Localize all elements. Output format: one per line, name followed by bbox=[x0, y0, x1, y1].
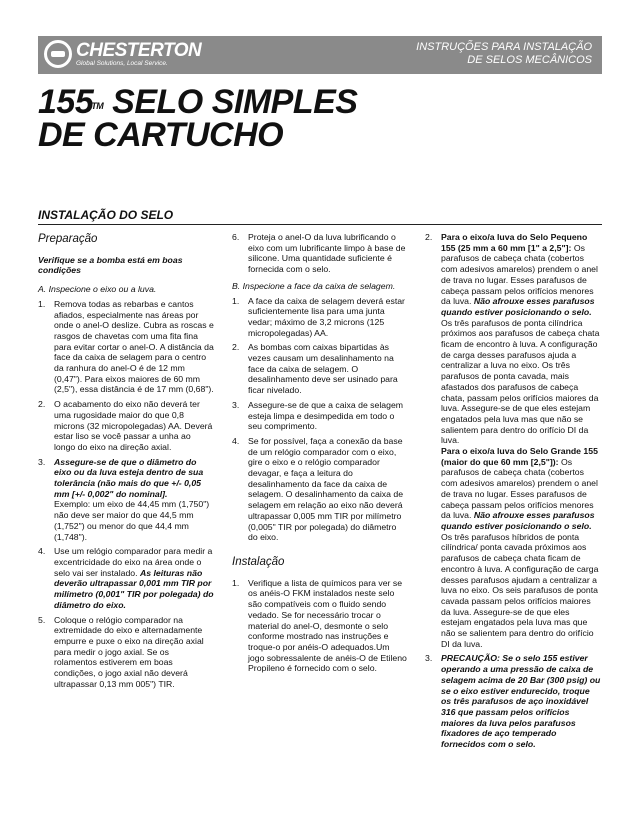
title-number: 155 bbox=[38, 83, 94, 121]
item-number: 3. bbox=[38, 456, 46, 467]
item-number: 4. bbox=[38, 546, 46, 557]
trademark: TM bbox=[91, 101, 104, 111]
item-text: Use um relógio comparador para medir a excentricidade do eixo na área onde o selo vai ser instalado. bbox=[54, 546, 213, 578]
item-text: Para o eixo/a luva do Selo Grande 155 (maior do que 60 mm [2,5"]): bbox=[441, 446, 598, 467]
section-divider bbox=[38, 224, 602, 225]
column-1 bbox=[38, 232, 214, 693]
item-number: 5. bbox=[38, 614, 46, 625]
column-2 bbox=[232, 232, 408, 678]
brand-name: CHESTERTON bbox=[76, 40, 202, 61]
brand-tagline: Global Solutions, Local Service. bbox=[76, 60, 168, 67]
item-number: 3. bbox=[425, 653, 433, 664]
item-number: 1. bbox=[38, 298, 46, 309]
item-text: Remova todas as rebarbas e cantos afiados, especialmente nas áreas por onde o anel-O deslize. Cubra as roscas e rasgos de chavetas com uma fita fina para evitar cortar o anel-O. A distância da face da caixa de selagem para o centro da ranhura do anel-O é de 12 mm (0,47"). Para eixos maiores de 60 mm (2,5"), essa distância é de 17 mm (0,68"). bbox=[54, 298, 214, 395]
item-number: 2. bbox=[232, 342, 240, 353]
doc-type-line1: INSTRUÇÕES PARA INSTALAÇÃO bbox=[416, 41, 592, 53]
item-number: 4. bbox=[232, 435, 240, 446]
item-text: Verifique a lista de químicos para ver se os anéis-O FKM instalados neste selo são compatíveis com o fluido sendo vedado. Se for necessário trocar o material do anel-O, desmonte o selo conforme mostrado nas instruções e troque-o por anéis-O adequados.Um jogo sobressalente de anéis-O de Etileno Propileno é fornecido com o selo. bbox=[248, 577, 407, 674]
brand-logo bbox=[44, 40, 201, 68]
intro: Verifique se a bomba está em boas condições bbox=[38, 254, 183, 276]
item-number: 2. bbox=[425, 232, 433, 242]
list-item bbox=[232, 342, 408, 396]
heading-instalacao: Instalação bbox=[232, 555, 285, 568]
item-number: 6. bbox=[232, 232, 240, 242]
item-text: Assegure-se de que o diâmetro do eixo ou da luva esteja dentro de sua tolerância (não mais do que +/- 0,05 mm [+/- 0,002" do nominal]. bbox=[54, 456, 204, 499]
item-text: Para o eixo/a luva do Selo Pequeno 155 (25 mm a 60 mm [1" a 2,5"]: bbox=[441, 232, 588, 253]
item-text: Os parafusos de cabeça chata (cobertos com adesivos amarelos) prendem o anel de trava no lugar. Esses parafusos de cabeça passam pelos orifícios menores da luva. bbox=[441, 242, 598, 307]
item-text: As bombas com caixas bipartidas às vezes causam um desalinhamento na face da caixa de selagem. O desalinhamento deve ser usinado para ficar nivelado. bbox=[248, 342, 398, 396]
column-3 bbox=[425, 232, 602, 754]
list-item bbox=[38, 615, 214, 690]
list-item bbox=[232, 232, 408, 275]
sub-b: B. Inspecione a face da caixa de selagem. bbox=[232, 280, 396, 291]
list-item bbox=[425, 653, 602, 749]
list-item bbox=[232, 296, 408, 339]
list-item bbox=[232, 436, 408, 543]
globe-icon bbox=[44, 40, 72, 68]
header-bar bbox=[38, 36, 602, 74]
title-line2: DE CARTUCHO bbox=[38, 116, 284, 154]
list-item bbox=[38, 299, 214, 395]
doc-type-line2: DE SELOS MECÂNICOS bbox=[467, 54, 592, 66]
list-item bbox=[425, 232, 602, 649]
item-text: Proteja o anel-O da luva lubrificando o eixo com um lubrificante limpo à base de silicone. Uma quantidade suficiente é fornecida com o selo. bbox=[248, 232, 406, 275]
doc-type bbox=[416, 41, 592, 67]
list-item bbox=[38, 399, 214, 453]
title-line1: SELO SIMPLES bbox=[103, 83, 358, 121]
heading-preparacao: Preparação bbox=[38, 233, 98, 245]
item-text: Assegure-se de que a caixa de selagem esteja limpa e desimpedida em todo o seu comprimento. bbox=[248, 399, 404, 432]
item-text: O acabamento do eixo não deverá ter uma rugosidade maior do que 0,8 microns (32 micropolegadas) AA. Deverá estar liso se você passar a unha ao longo do eixo na direção axial. bbox=[54, 399, 213, 452]
item-text: Os parafusos de cabeça chata (cobertos com adesivos amarelos) prendem o anel de trava no lugar. Esses parafusos de cabeça passam pelos orifícios menores da luva. bbox=[441, 456, 598, 521]
item-text: A face da caixa de selagem deverá estar suficientemente lisa para uma junta vedar; máximo de 3,2 microns (125 micropolegadas) AA. bbox=[248, 295, 405, 338]
item-text: As leituras não deverão ultrapassar 0,001 mm TIR por milímetro (0,001" TIR por polegada) do diâmetro do eixo. bbox=[54, 567, 214, 610]
list-item bbox=[232, 400, 408, 432]
list-item bbox=[38, 457, 214, 543]
item-text: Os três parafusos de ponta cilíndrica próximos aos parafusos de cabeça chata ficam de encontro à luva. A configuração de carga desses parafusos ajuda a centralizar a luva no eixo. Os três parafusos de ponta cavada, mais afastados dos parafusos de cabeça chata, passam pelos orifícios maiores da luva. Assegure-se de que eles estejam engatados pela luva mas que não se salientem para dentro do orifício DI da luva. bbox=[441, 317, 600, 446]
item-number: 1. bbox=[232, 577, 240, 588]
item-number: 1. bbox=[232, 295, 240, 306]
sub-a: A. Inspecione o eixo ou a luva. bbox=[38, 284, 157, 295]
item-number: 3. bbox=[232, 399, 240, 410]
item-text: PRECAUÇÃO: Se o selo 155 estiver operando a uma pressão de caixa de selagem acima de 20 Bar (300 psig) ou se o eixo estiver endurecido, troque os três parafusos de aço inoxidável 316 que passam pelos orifícios maiores da luva pelos parafusos fixadores de aço temperado fornecidos com o selo. bbox=[441, 653, 601, 750]
page-title bbox=[38, 83, 358, 154]
item-text: Se for possível, faça a conexão da base de um relógio comparador com o eixo, gire o eixo e o relógio comparador devagar, e faça a leitura do desalinhamento da face da caixa de selagem. O desalinhamento da caixa de selagem em relação ao eixo não deverá ultrapassar 0,005 mm TIR por milímetro (0,005" TIR por polegada) do diâmetro do eixo. bbox=[248, 435, 404, 543]
item-text: Os três parafusos híbridos de ponta cilíndrica/ ponta cavada próximos aos parafusos de cabeça chata ficam de encontro à luva. A configuração de carga desses parafusos ajudam a centralizar a luva no eixo. Os seis parafusos de ponta cavada passam pelos orifícios maiores da luva. Assegure-se de que eles estejam engatados pela luva mas que não se salientem para dentro do orifício DI da luva. bbox=[441, 531, 599, 649]
item-text: Não afrouxe esses parafusos quando estiver posicionando o selo. bbox=[441, 296, 595, 317]
item-text: Coloque o relógio comparador na extremidade do eixo e alternadamente empurre e puxe o eixo na direção axial para medir o jogo axial. Se os rolamentos estiverem em boas condições, o jogo axial não deverá ultrapassar 0,13 mm 005") TIR. bbox=[54, 614, 204, 689]
item-text: Não afrouxe esses parafusos quando estiver posicionando o selo. bbox=[441, 510, 595, 531]
item-number: 2. bbox=[38, 399, 46, 410]
item-text: Exemplo: um eixo de 44,45 mm (1,750") não deve ser maior do que 44,5 mm (1,752") ou menor do que 44,4 mm (1,748"). bbox=[54, 499, 210, 542]
list-item bbox=[232, 578, 408, 674]
section-title: INSTALAÇÃO DO SELO bbox=[38, 208, 174, 222]
list-item bbox=[38, 546, 214, 610]
